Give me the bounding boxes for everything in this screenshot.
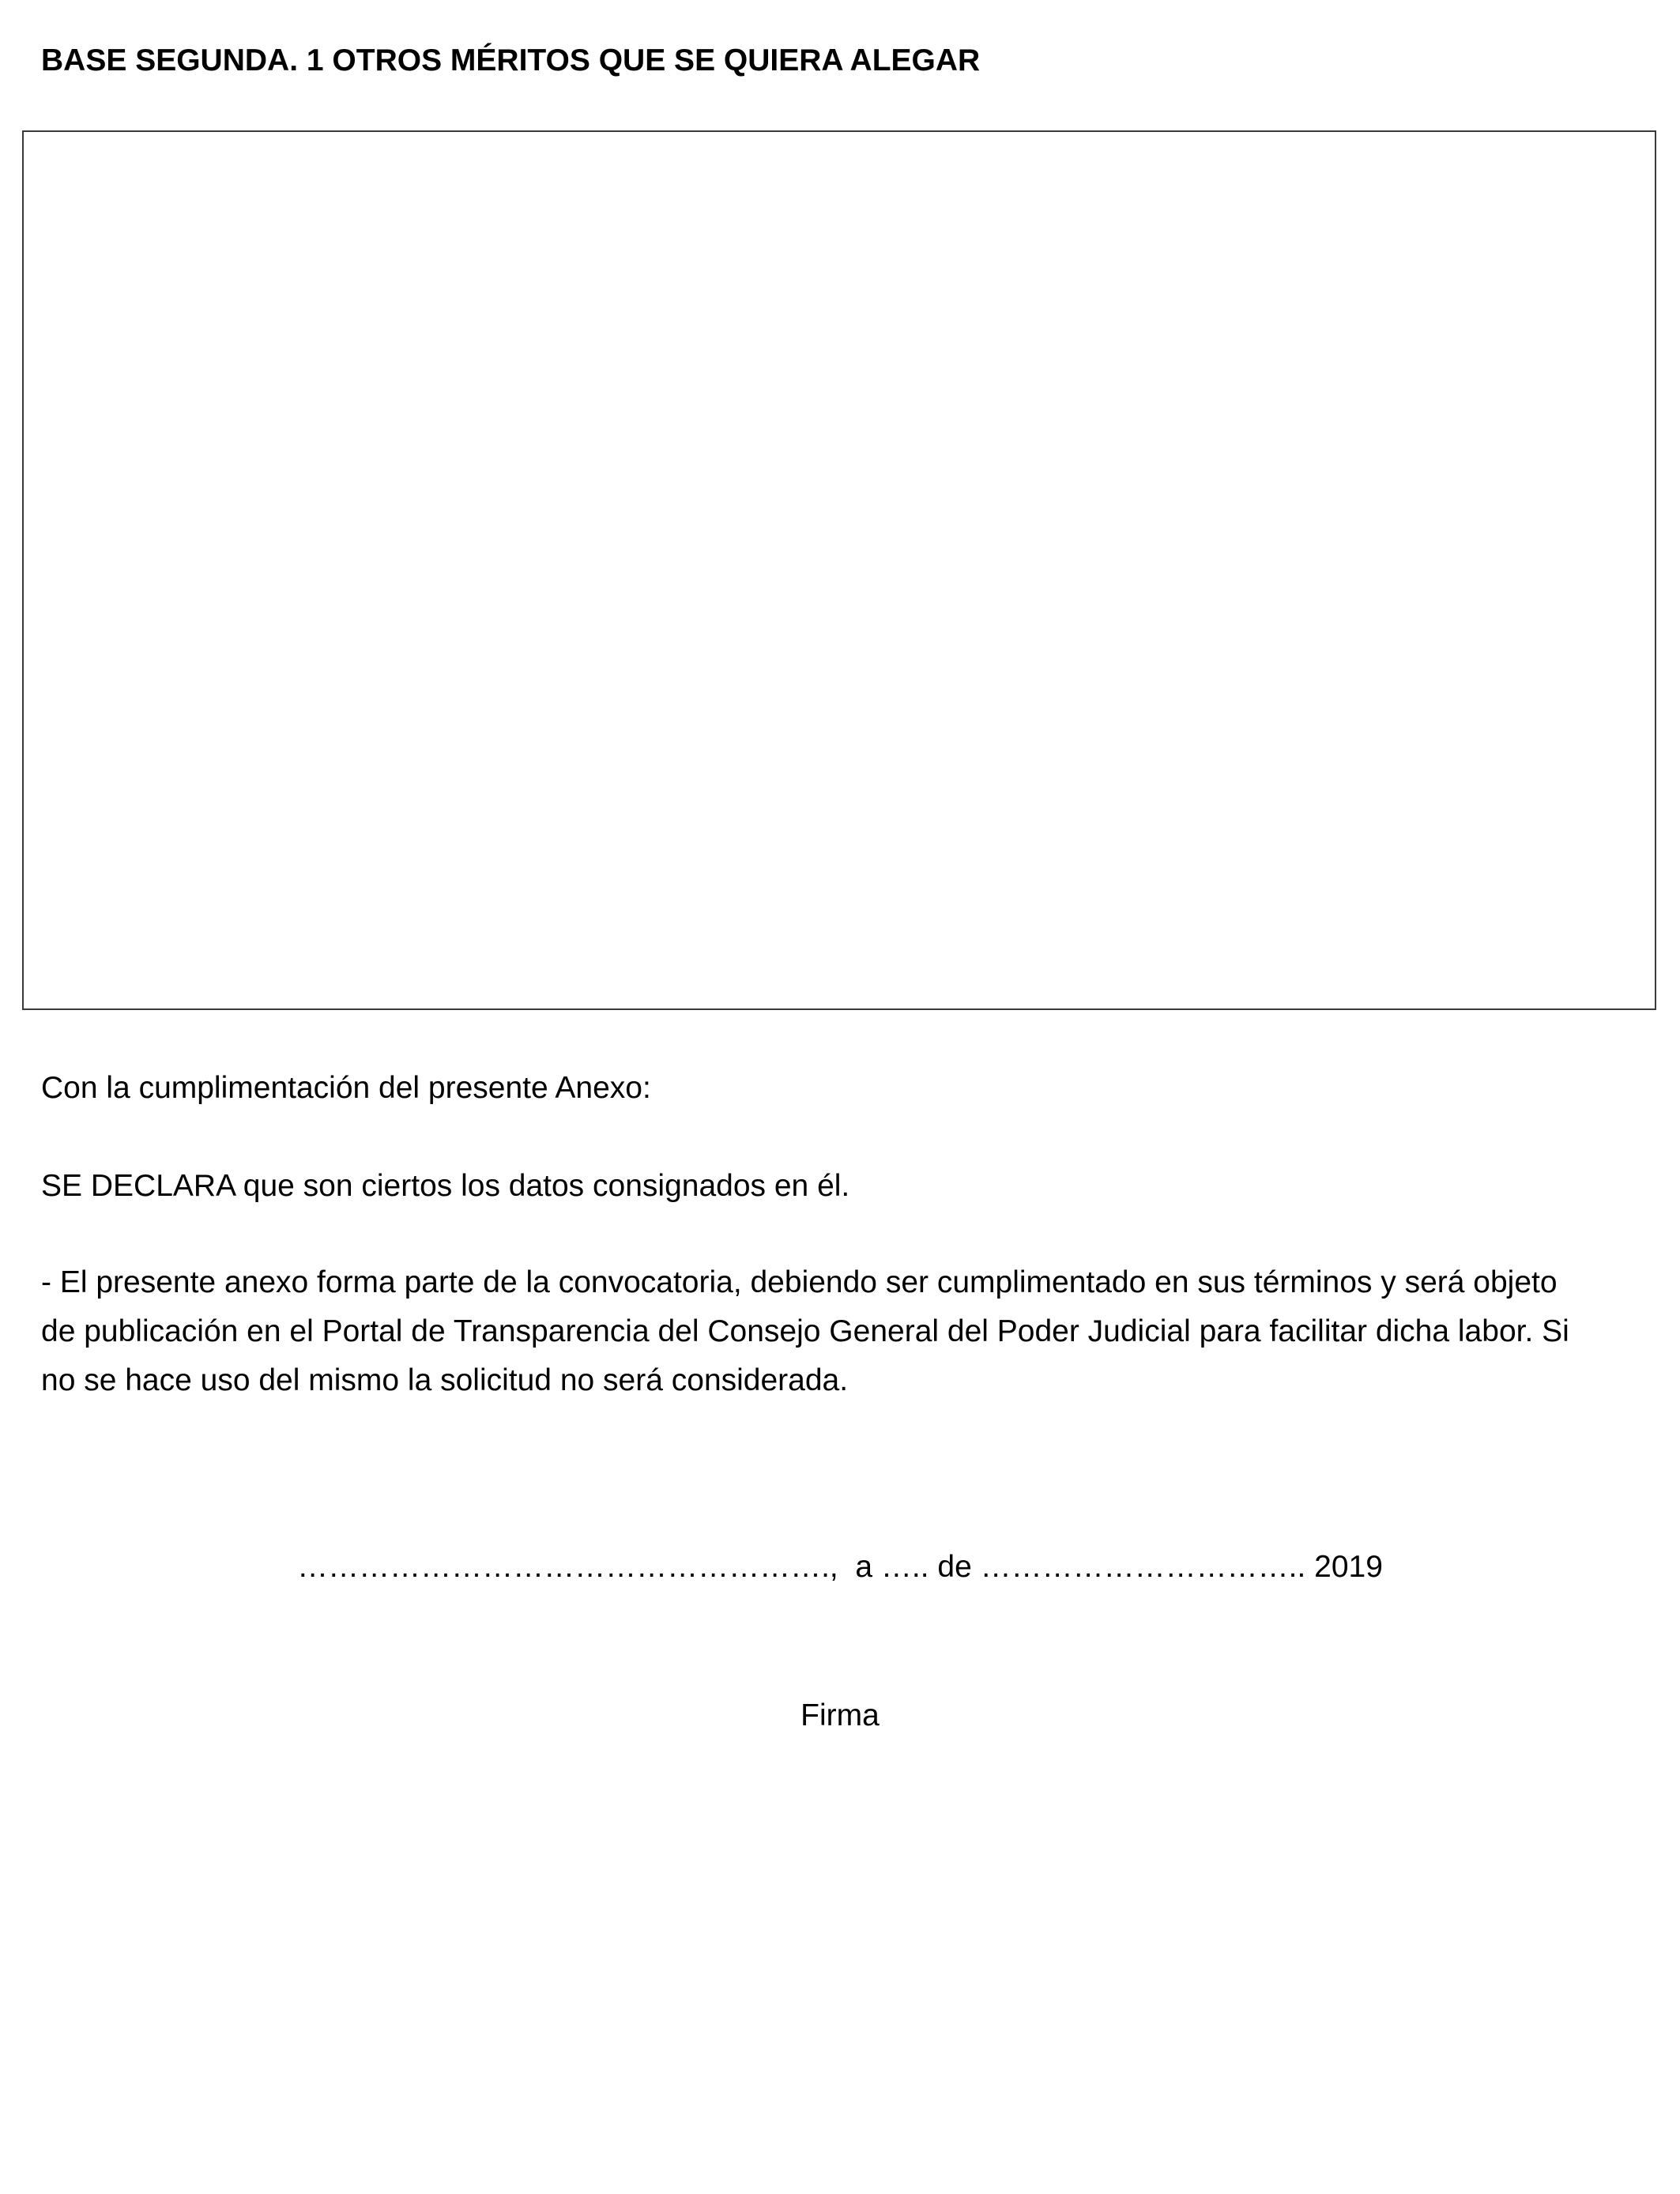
notice-line: - El presente anexo forma parte de la convocatoria, debiendo ser cumplimentado en sus términos y será objeto [41, 1265, 1558, 1299]
notice-paragraph [41, 1258, 1645, 1405]
notice-line: de publicación en el Portal de Transparencia del Consejo General del Poder Judicial para facilitar dicha labor. Si [41, 1314, 1569, 1348]
intro-text: Con la cumplimentación del presente Anexo: [41, 1071, 651, 1105]
other-merits-field[interactable] [22, 130, 1656, 1010]
notice-line: no se hace uso del mismo la solicitud no será considerada. [41, 1363, 849, 1397]
declaration-text: SE DECLARA que son ciertos los datos consignados en él. [41, 1169, 850, 1203]
signature-label: Firma [800, 1698, 880, 1732]
section-heading: BASE SEGUNDA. 1 OTROS MÉRITOS QUE SE QUIERA ALEGAR [41, 43, 981, 77]
place-date-line: ……………………………………………., a ….. de ………………………….. 2019 [297, 1550, 1383, 1584]
